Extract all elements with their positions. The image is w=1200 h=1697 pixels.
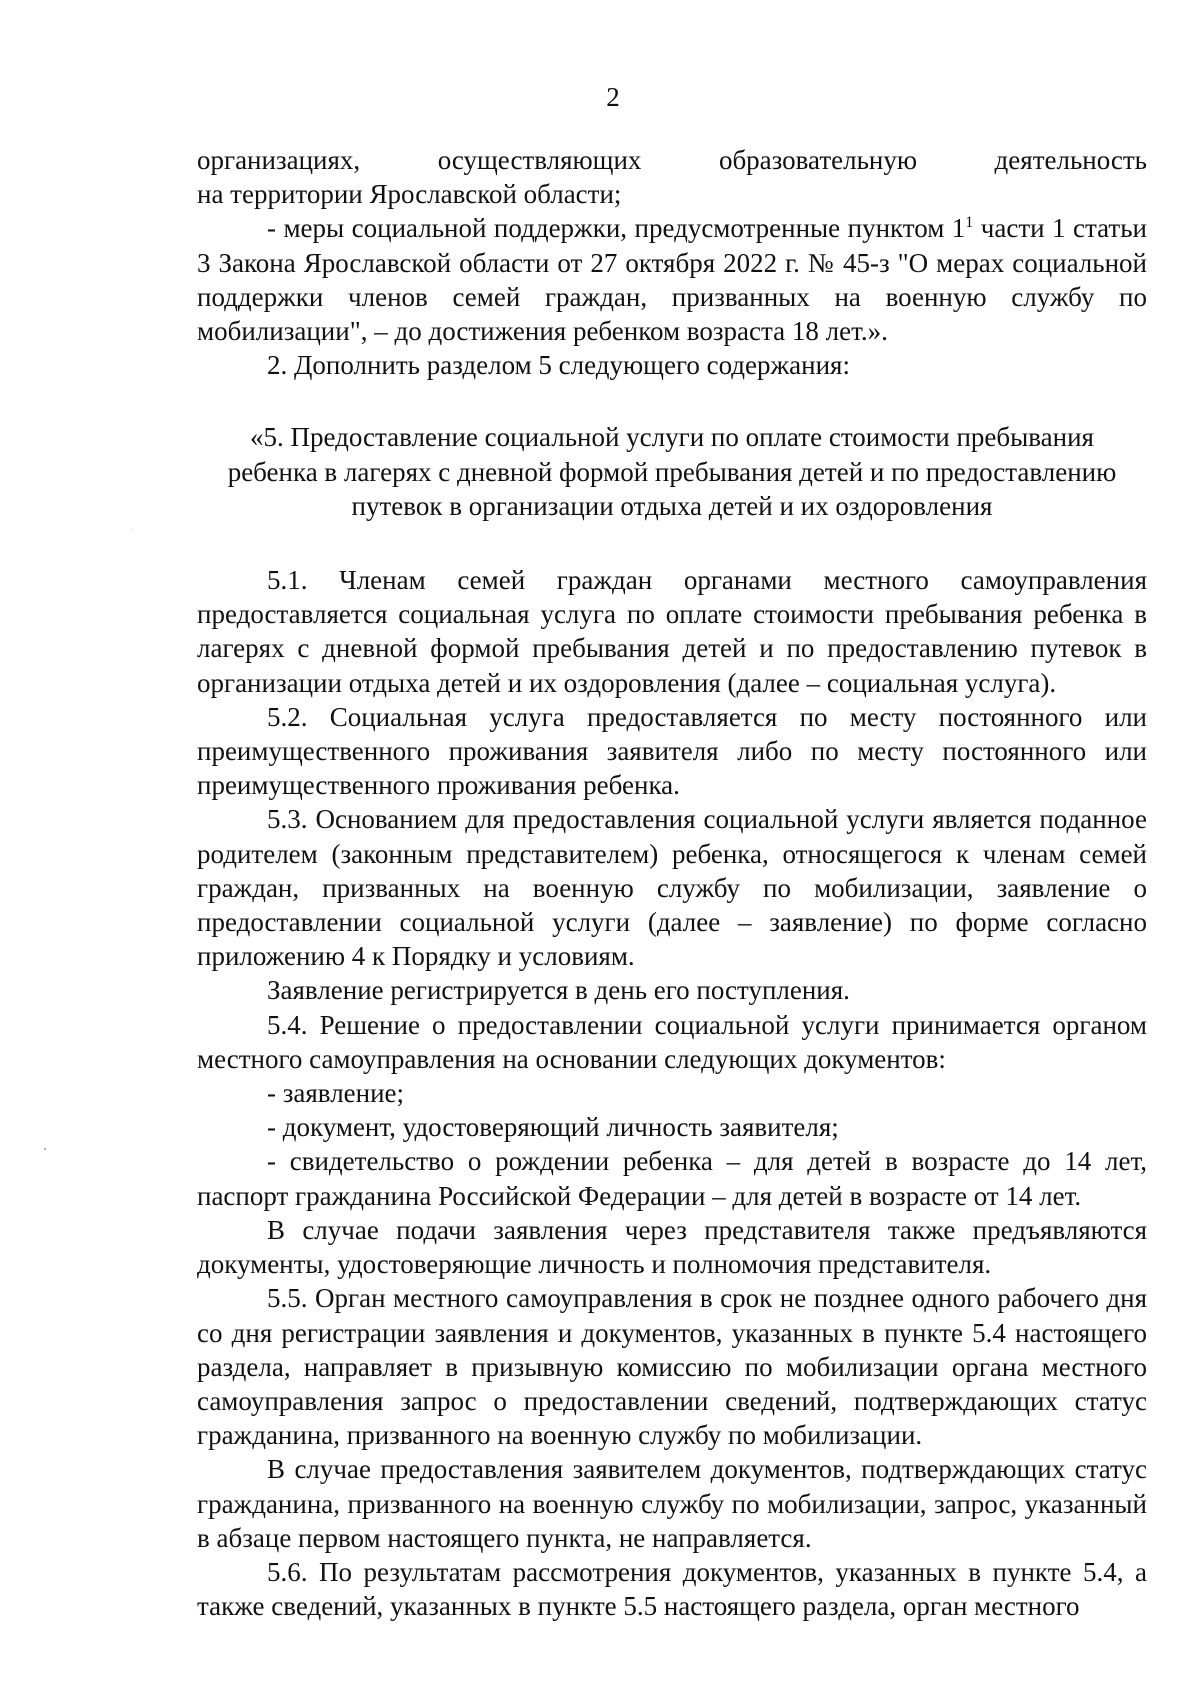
list-item: - заявление; bbox=[267, 1078, 405, 1109]
paragraph-continuation-rest: на территории Ярославской области; bbox=[197, 179, 622, 210]
paragraph-text: части 1 статьи 3 Закона Ярославской области от 27 октября 2022 г. № 45-з "О мерах социальной поддержки членов семей граждан, призванных на военную службу по мобилизации", – до достижения ребенком возраста 18 лет.». bbox=[197, 213, 1147, 347]
clause-5-4: 5.4. Решение о предоставлении социальной услуги принимается органом местного самоуправления на основании следующих документов: bbox=[197, 1009, 1147, 1074]
scan-speck bbox=[44, 1148, 46, 1150]
paragraph-continuation-line: организациях, осуществляющих образовательную деятельность bbox=[197, 145, 1147, 175]
clause-5-2: 5.2. Социальная услуга предоставляется по месту постоянного или преимущественного проживания заявителя либо по месту постоянного или преимущественного проживания ребенка. bbox=[197, 701, 1147, 801]
clause-5-1: 5.1. Членам семей граждан органами местного самоуправления предоставляется социальная услуга по оплате стоимости пребывания ребенка в лагерях с дневной формой пребывания детей и по предоставлению путевок в организации отдыха детей и их оздоровления (далее – социальная услуга). bbox=[197, 565, 1147, 698]
clause-5-3: 5.3. Основанием для предоставления социальной услуги является поданное родителем (законным представителем) ребенка, относящегося к членам семей граждан, призванных на военную службу по мобилизации, заявление о предоставлении социальной услуги (далее – заявление) по форме согласно приложению 4 к Порядку и условиям. bbox=[197, 804, 1147, 972]
list-item: - документ, удостоверяющий личность заявителя; bbox=[267, 1112, 839, 1143]
superscript-number: 1 bbox=[965, 214, 974, 232]
section-heading-line: путевок в организации отдыха детей и их оздоровления bbox=[351, 490, 993, 521]
document-body bbox=[197, 143, 1147, 1623]
clause-5-3-registration: Заявление регистрируется в день его поступления. bbox=[267, 975, 850, 1006]
paragraph-add-section: 2. Дополнить разделом 5 следующего содержания: bbox=[267, 350, 850, 381]
clause-5-6: 5.6. По результатам рассмотрения документов, указанных в пункте 5.4, а также сведений, указанных в пункте 5.5 настоящего раздела, орган местного bbox=[197, 1556, 1147, 1622]
list-item: - свидетельство о рождении ребенка – для детей в возрасте до 14 лет, паспорт гражданина Российской Федерации – для детей в возрасте от 14 лет. bbox=[197, 1146, 1147, 1211]
paragraph-text: - меры социальной поддержки, предусмотренные пунктом 1 bbox=[267, 213, 966, 244]
section-heading-line: ребенка в лагерях с дневной формой пребывания детей и по предоставлению bbox=[227, 456, 1117, 487]
paragraph-social-support-measures bbox=[197, 211, 1147, 348]
section-heading bbox=[197, 420, 1147, 523]
section-heading-line: «5. Предоставление социальной услуги по оплате стоимости пребывания bbox=[250, 422, 1094, 453]
clause-5-5: 5.5. Орган местного самоуправления в срок не позднее одного рабочего дня со дня регистрации заявления и документов, указанных в пункте 5.4 настоящего раздела, направляет в призывную комиссию по мобилизации органа местного самоуправления запрос о предоставлении сведений, подтверждающих статус гражданина, призванного на военную службу по мобилизации. bbox=[197, 1283, 1147, 1451]
clause-5-4-representative: В случае подачи заявления через представителя также предъявляются документы, удостоверяющие личность и полномочия представителя. bbox=[197, 1214, 1147, 1280]
scan-speck bbox=[131, 529, 132, 530]
clause-5-5-second-paragraph: В случае предоставления заявителем документов, подтверждающих статус гражданина, призванного на военную службу по мобилизации, запрос, указанный в абзаце первом настоящего пункта, не направляется. bbox=[197, 1454, 1147, 1553]
page-number: 2 bbox=[606, 82, 620, 112]
